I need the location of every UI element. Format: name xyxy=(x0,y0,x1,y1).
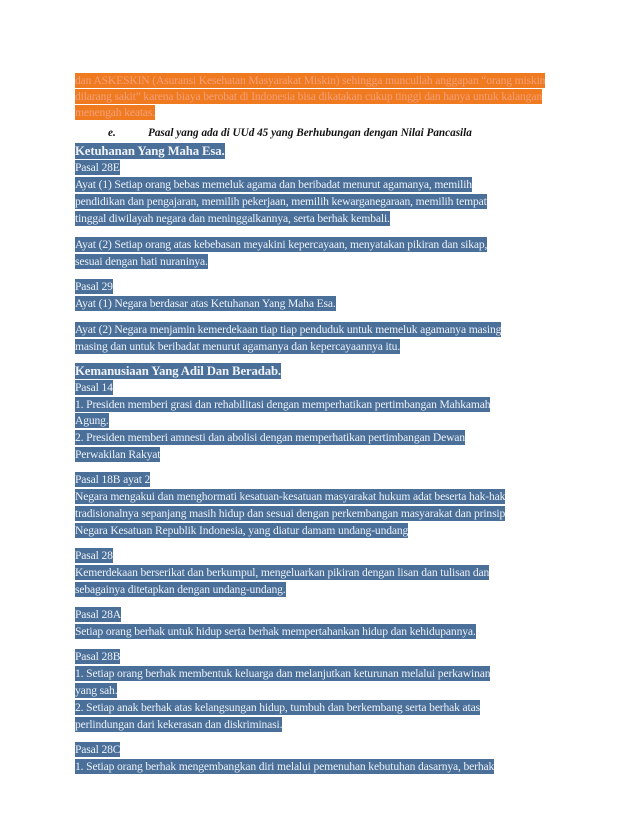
article-label: Pasal 28C xyxy=(75,743,121,756)
text-line: Ayat (1) Setiap orang bebas memeluk agama dan beribadat menurut agamanya, memilih xyxy=(75,178,472,191)
article-label: Pasal 28A xyxy=(75,608,121,621)
highlighted-line: dilarang sakit” karena biaya berobat di Indonesia bisa dikatakan cukup tinggi dan hanya untuk kalangan xyxy=(75,90,542,103)
section-subtitle: e. Pasal yang ada di UUd 45 yang Berhubungan dengan Nilai Pancasila xyxy=(108,127,472,139)
text-line: 1. Setiap orang berhak membentuk keluarga dan melanjutkan keturunan melalui perkawinan xyxy=(75,667,491,680)
highlighted-line: menengah keatas. xyxy=(75,106,156,119)
text-line: Ayat (2) Setiap orang atas kebebasan meyakini kepercayaan, menyatakan pikiran dan sikap, xyxy=(75,238,488,251)
article-label: Pasal 28B xyxy=(75,650,121,663)
article-label: Pasal 18B ayat 2 xyxy=(75,473,151,486)
text-line: Perwakilan Rakyat xyxy=(75,448,161,461)
section-heading: Ketuhanan Yang Maha Esa. xyxy=(75,144,225,158)
text-line: Ayat (2) Negara menjamin kemerdekaan tiap tiap penduduk untuk memeluk agamanya masing xyxy=(75,323,502,336)
text-line: 1. Presiden memberi grasi dan rehabilitasi dengan memperhatikan pertimbangan Mahkamah xyxy=(75,398,491,411)
article-label: Pasal 29 xyxy=(75,280,113,293)
text-line: Negara Kesatuan Republik Indonesia, yang diatur damam undang-undang xyxy=(75,524,409,537)
text-line: Kemerdekaan berserikat dan berkumpul, mengeluarkan pikiran dengan lisan dan tulisan dan xyxy=(75,566,490,579)
text-line: tinggal diwilayah negara dan meninggalkannya, serta berhak kembali. xyxy=(75,212,390,225)
article-label: Pasal 28E xyxy=(75,161,120,174)
article-label: Pasal 28 xyxy=(75,549,113,562)
text-line: masing dan untuk beribadat menurut agamanya dan kepercayaannya itu. xyxy=(75,340,401,353)
text-line: yang sah. xyxy=(75,684,118,697)
text-line: perlindungan dari kekerasan dan diskriminasi. xyxy=(75,718,283,731)
text-line: 1. Setiap orang berhak mengembangkan diri melalui pemenuhan kebutuhan dasarnya, berhak xyxy=(75,760,495,773)
article-label: Pasal 14 xyxy=(75,381,113,394)
section-heading: Kemanusiaan Yang Adil Dan Beradab. xyxy=(75,364,281,378)
text-line: 2. Presiden memberi amnesti dan abolisi dengan memperhatikan pertimbangan Dewan xyxy=(75,431,465,444)
text-line: Agung. xyxy=(75,414,109,427)
text-line: sesuai dengan hati nuraninya. xyxy=(75,255,208,268)
highlighted-line: dan ASKESKIN (Asuransi Kesehatan Masyarakat Miskin) sehingga muncullah anggapan “orang miskin xyxy=(75,74,546,87)
text-line: Setiap orang berhak untuk hidup serta berhak mempertahankan hidup dan kehidupannya. xyxy=(75,625,476,638)
text-line: Negara mengakui dan menghormati kesatuan-kesatuan masyarakat hukum adat beserta hak-hak xyxy=(75,490,506,503)
text-line: pendidikan dan pengajaran, memilih pekerjaan, memilih kewarganegaraan, memilih tempat xyxy=(75,195,487,208)
text-line: 2. Setiap anak berhak atas kelangsungan hidup, tumbuh dan berkembang serta berhak atas xyxy=(75,701,480,714)
text-line: sebagainya ditetapkan dengan undang-undang. xyxy=(75,583,286,596)
text-line: tradisionalnya sepanjang masih hidup dan sesuai dengan perkembangan masyarakat dan prinsip xyxy=(75,507,506,520)
text-line: Ayat (1) Negara berdasar atas Ketuhanan Yang Maha Esa. xyxy=(75,297,336,310)
